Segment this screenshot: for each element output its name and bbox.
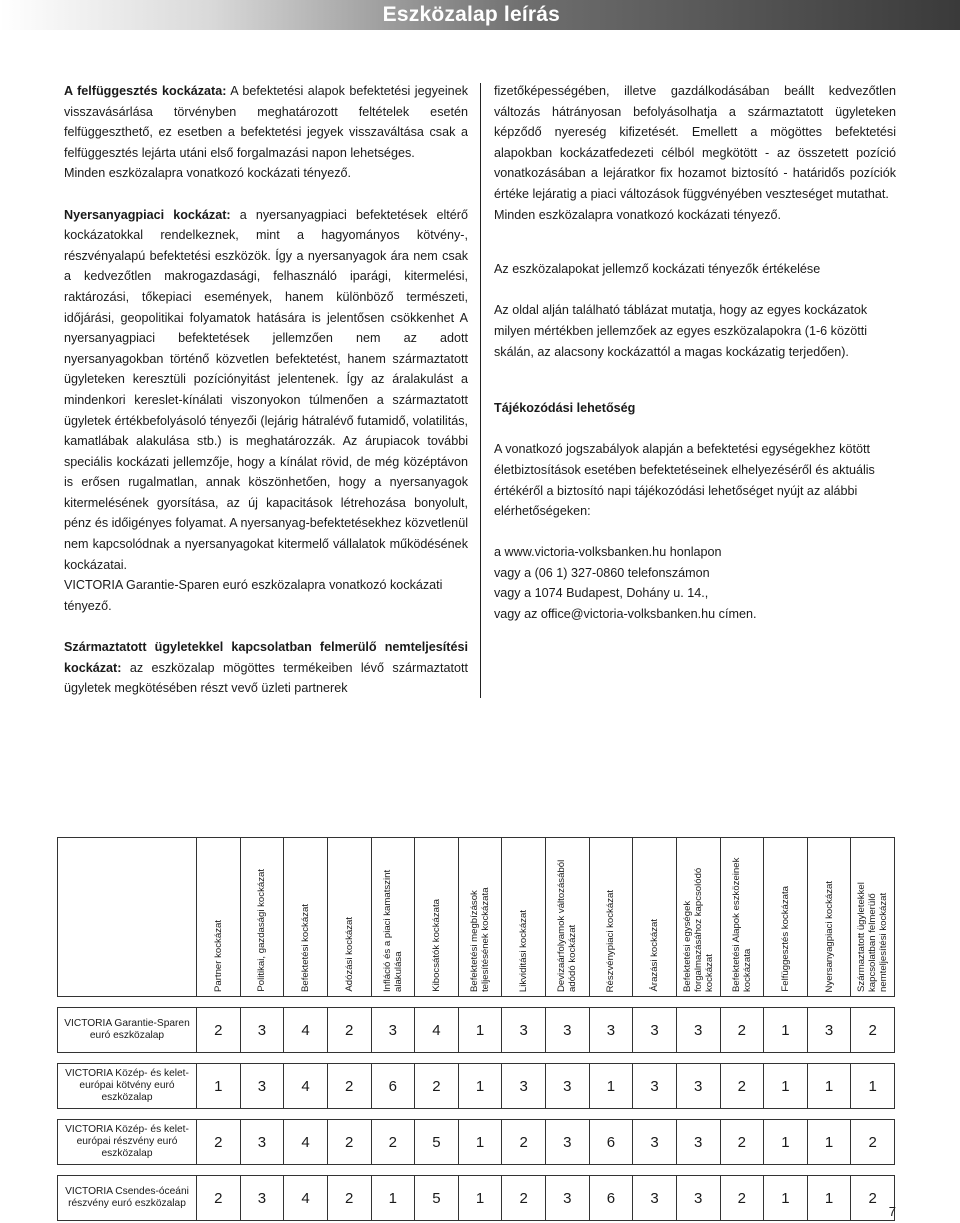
risk-value-cell: 1 <box>851 1064 895 1109</box>
risk-column-label: Felfüggesztés kockázata <box>779 886 791 992</box>
risk-column-label: Politikai, gazdasági kockázat <box>256 869 268 992</box>
fund-name-cell: VICTORIA Garantie-Sparen euró eszközalap <box>58 1008 197 1053</box>
commodity-risk-note: VICTORIA Garantie-Sparen euró eszközalapra vonatkozó kockázati tényező. <box>64 578 443 613</box>
risk-column-header <box>546 838 590 997</box>
risk-value-cell: 2 <box>197 1120 241 1165</box>
risk-column-label: Likviditási kockázat <box>518 909 530 992</box>
risk-value-cell: 3 <box>240 1008 284 1053</box>
table-spacer-cell <box>58 997 895 1008</box>
contact-phone: vagy a (06 1) 327-0860 telefonszámon <box>494 565 710 580</box>
column-divider <box>480 83 481 698</box>
fund-name-cell: VICTORIA Közép- és kelet-európai kötvény euró eszközalap <box>58 1064 197 1109</box>
risk-value-cell: 6 <box>589 1120 633 1165</box>
risk-value-cell: 3 <box>633 1120 677 1165</box>
risk-column-header <box>720 838 764 997</box>
suspension-risk-paragraph <box>64 81 468 163</box>
risk-table <box>57 837 895 1221</box>
table-spacer-cell <box>58 1165 895 1176</box>
page-title: Eszközalap leírás <box>382 3 560 26</box>
table-spacer-cell <box>58 1053 895 1064</box>
derivative-risk-text: az eszközalap mögöttes termékeiben lévő származtatott ügyletek megkötésében részt vevő üzleti partnerek <box>64 660 468 696</box>
info-title <box>494 398 896 419</box>
risk-value-cell: 2 <box>327 1008 371 1053</box>
risk-value-cell: 3 <box>633 1176 677 1221</box>
risk-value-cell: 6 <box>371 1064 415 1109</box>
risk-value-cell: 3 <box>807 1008 851 1053</box>
risk-value-cell: 4 <box>415 1008 459 1053</box>
suspension-risk-text: A befektetési alapok befektetési jegyeinek visszavásárlása törvényben meghatározott feltételek esetén felfüggeszthető, ez esetben a befektetési jegyek visszaváltása csak a felfüggesztés lejárta utáni első forgalmazási napon lehetséges. <box>64 84 468 160</box>
spacer <box>494 362 896 398</box>
table-row <box>58 1120 895 1165</box>
risk-value-cell: 6 <box>589 1176 633 1221</box>
risk-column-header <box>502 838 546 997</box>
risk-value-cell: 1 <box>458 1120 502 1165</box>
commodity-risk-paragraph <box>64 205 468 576</box>
commodity-risk-text: a nyersanyagpiaci befektetések eltérő kockázatokkal rendelkeznek, mint a hagyományos kötvény-, részvényalapú befektetési eszközök. Így a nyersanyagok ára nem csak a kedvezőtlen makrogazdasági, felhasználó iparági, kitermelési, raktározási, tőkepiaci események, hanem különböző természeti, időjárási, geopolitikai folyamatok hatására is jelentősen csökkenhet A nyersanyagpiaci befektetések jellemzően nem az adott nyersanyagokban történő közvetlen befektetést, hanem származtatott ügyleteken keresztüli pozíciónyitást jelentenek. Így az áralakulást a mindenkori kereslet-kínálati viszonyokon túlmenően a származtatott ügyletek értékbefolyásoló tényezői (lejárig hátralévő futamidő, volatilitás, kamatlábak alakulása stb.) is meghatározzák. Az árupiacok további speciális kockázati jellemzője, hogy a kínálat rövid, de még középtávon is erősen rugalmatlan, annak köszönhetően, hogy a nyersanyagok kitermelésének gyorsítása, az új kapacitások létrehozása bonyolult, pénz és időigényes folyamat. A nyersanyag-befektetésekhez közvetlenül nem kapcsolódnak a nyersanyagokat kitermelő vállalatok működésének kockázatai. <box>64 207 468 572</box>
risk-value-cell: 2 <box>197 1008 241 1053</box>
risk-value-cell: 3 <box>502 1008 546 1053</box>
risk-value-cell: 3 <box>502 1064 546 1109</box>
risk-value-cell: 2 <box>720 1176 764 1221</box>
risk-value-cell: 5 <box>415 1120 459 1165</box>
risk-value-cell: 2 <box>502 1176 546 1221</box>
risk-value-cell: 3 <box>240 1120 284 1165</box>
risk-value-cell: 3 <box>546 1064 590 1109</box>
risk-value-cell: 2 <box>720 1120 764 1165</box>
risk-value-cell: 2 <box>720 1008 764 1053</box>
risk-value-cell: 1 <box>458 1008 502 1053</box>
risk-column-header <box>458 838 502 997</box>
suspension-risk-heading: A felfüggesztés kockázata: <box>64 84 227 98</box>
risk-value-cell: 5 <box>415 1176 459 1221</box>
table-spacer-row <box>58 997 895 1008</box>
risk-value-cell: 2 <box>371 1120 415 1165</box>
risk-value-cell: 1 <box>807 1120 851 1165</box>
risk-value-cell: 3 <box>676 1120 720 1165</box>
risk-column-header <box>589 838 633 997</box>
contact-website: a www.victoria-volksbanken.hu honlapon <box>494 545 722 560</box>
page-number: 7 <box>888 1204 896 1219</box>
risk-value-cell: 2 <box>327 1064 371 1109</box>
risk-value-cell: 4 <box>284 1176 328 1221</box>
risk-value-cell: 4 <box>284 1064 328 1109</box>
risk-column-label: Nyersanyagpiaci kockázat <box>823 880 835 992</box>
risk-column-label: Befektetési megbízások teljesítésének kockázata <box>469 887 492 992</box>
suspension-risk-note: Minden eszközalapra vonatkozó kockázati tényező. <box>64 166 352 181</box>
risk-value-cell: 3 <box>633 1064 677 1109</box>
risk-value-cell: 3 <box>589 1008 633 1053</box>
risk-value-cell: 3 <box>633 1008 677 1053</box>
risk-value-cell: 1 <box>371 1176 415 1221</box>
spacer <box>494 419 896 440</box>
risk-evaluation-text: Az oldal alján található táblázat mutatja, hogy az egyes kockázatok milyen mértékben jellemzőek az egyes eszközalapokra (1-6 közötti skálán, az alacsony kockázattól a magas kockázatig terjedően). <box>494 303 868 359</box>
risk-value-cell: 3 <box>546 1176 590 1221</box>
derivative-risk-note: Minden eszközalapra vonatkozó kockázati tényező. <box>494 207 782 222</box>
risk-value-cell: 2 <box>851 1176 895 1221</box>
risk-column-header <box>676 838 720 997</box>
risk-column-header <box>415 838 459 997</box>
derivative-risk-continuation: fizetőképességében, illetve gazdálkodásában beállt kedvezőtlen változás hátrányosan befolyásolhatja a származtatott ügyleteken képződő nyereség kifizetését. Emellett a mögöttes befektetési alapokban kockázatfedezeti célból megkötött - az összetett pozíció vonatkozásában a lejáratkor fix hozamot biztosító - határidős pozíciók értéke lejáratig a piaci változások függvényében veszteséget mutathat. <box>494 84 896 201</box>
risk-column-header <box>764 838 808 997</box>
contact-email: vagy az office@victoria-volksbanken.hu címen. <box>494 607 757 622</box>
spacer <box>494 225 896 259</box>
risk-table-body <box>58 997 895 1221</box>
risk-value-cell: 2 <box>327 1176 371 1221</box>
risk-value-cell: 2 <box>720 1064 764 1109</box>
risk-column-header <box>807 838 851 997</box>
risk-table-header-row <box>58 838 895 997</box>
risk-value-cell: 1 <box>807 1176 851 1221</box>
table-spacer-row <box>58 1053 895 1064</box>
risk-value-cell: 1 <box>807 1064 851 1109</box>
risk-value-cell: 1 <box>197 1064 241 1109</box>
table-row <box>58 1064 895 1109</box>
risk-column-header <box>327 838 371 997</box>
risk-value-cell: 3 <box>546 1008 590 1053</box>
risk-value-cell: 4 <box>284 1008 328 1053</box>
risk-value-cell: 2 <box>415 1064 459 1109</box>
risk-column-label: Árazási kockázat <box>649 919 661 992</box>
risk-column-label: Partner kockázat <box>212 920 224 992</box>
risk-column-label: Kibocsátók kockázata <box>430 899 442 992</box>
risk-value-cell: 1 <box>458 1064 502 1109</box>
info-text: A vonatkozó jogszabályok alapján a befektetési egységekhez kötött életbiztosítások esetében befektetéseinek elhelyezéséről és aktuális értékéről a biztosító napi tájékozódási lehetőséget nyújt az alábbi elérhetőségeken: <box>494 442 875 519</box>
spacer <box>64 184 468 205</box>
risk-value-cell: 1 <box>458 1176 502 1221</box>
risk-value-cell: 1 <box>764 1008 808 1053</box>
risk-evaluation-title: Az eszközalapokat jellemző kockázati tényezők értékelése <box>494 262 821 277</box>
risk-table-corner <box>58 838 197 997</box>
spacer <box>64 616 468 637</box>
risk-column-label: Származtatott ügyletekkel kapcsolatban felmerülő nemteljesítési kockázat <box>856 882 890 992</box>
commodity-risk-heading: Nyersanyagpiaci kockázat: <box>64 207 231 222</box>
spacer <box>494 280 896 301</box>
risk-column-header <box>284 838 328 997</box>
risk-value-cell: 2 <box>502 1120 546 1165</box>
table-spacer-cell <box>58 1109 895 1120</box>
risk-value-cell: 3 <box>371 1008 415 1053</box>
left-column <box>64 81 468 699</box>
table-spacer-row <box>58 1109 895 1120</box>
contact-address: vagy a 1074 Budapest, Dohány u. 14., <box>494 586 709 601</box>
spacer <box>494 522 896 543</box>
risk-value-cell: 3 <box>676 1176 720 1221</box>
risk-column-label: Részvénypiaci kockázat <box>605 889 617 992</box>
risk-column-header <box>851 838 895 997</box>
risk-value-cell: 2 <box>327 1120 371 1165</box>
risk-column-label: Devizaárfolyamok változásából adódó kockázat <box>556 859 579 992</box>
fund-name-cell: VICTORIA Közép- és kelet-európai részvény euró eszközalap <box>58 1120 197 1165</box>
table-spacer-row <box>58 1165 895 1176</box>
risk-value-cell: 4 <box>284 1120 328 1165</box>
risk-value-cell: 3 <box>240 1064 284 1109</box>
fund-name-cell: VICTORIA Csendes-óceáni részvény euró eszközalap <box>58 1176 197 1221</box>
risk-column-label: Befektetési Alapok eszközeinek kockázata <box>730 857 753 992</box>
risk-column-label: Adózási kockázat <box>343 917 355 992</box>
risk-column-header <box>197 838 241 997</box>
risk-value-cell: 3 <box>676 1064 720 1109</box>
risk-value-cell: 1 <box>764 1176 808 1221</box>
header-bar <box>0 0 960 30</box>
risk-value-cell: 2 <box>851 1120 895 1165</box>
table-row <box>58 1008 895 1053</box>
risk-column-label: Befektetési egységek forgalmazásához kapcsolódó kockázat <box>681 867 715 992</box>
right-column <box>494 81 896 625</box>
risk-value-cell: 3 <box>546 1120 590 1165</box>
risk-value-cell: 3 <box>676 1008 720 1053</box>
risk-value-cell: 1 <box>764 1120 808 1165</box>
risk-column-label: Infláció és a piaci kamatszint alakulása <box>381 869 404 992</box>
risk-value-cell: 1 <box>764 1064 808 1109</box>
risk-value-cell: 1 <box>589 1064 633 1109</box>
risk-column-header <box>371 838 415 997</box>
risk-column-header <box>633 838 677 997</box>
risk-value-cell: 3 <box>240 1176 284 1221</box>
risk-value-cell: 2 <box>851 1008 895 1053</box>
risk-column-header <box>240 838 284 997</box>
derivative-risk-heading: Származtatott ügyletekkel kapcsolatban felmerülő nemteljesítési kockázat: <box>64 640 468 675</box>
derivative-risk-paragraph <box>64 637 468 699</box>
info-title-text: Tájékozódási lehetőség <box>494 401 636 416</box>
risk-value-cell: 2 <box>197 1176 241 1221</box>
table-row <box>58 1176 895 1221</box>
risk-column-label: Befektetési kockázat <box>300 904 312 992</box>
